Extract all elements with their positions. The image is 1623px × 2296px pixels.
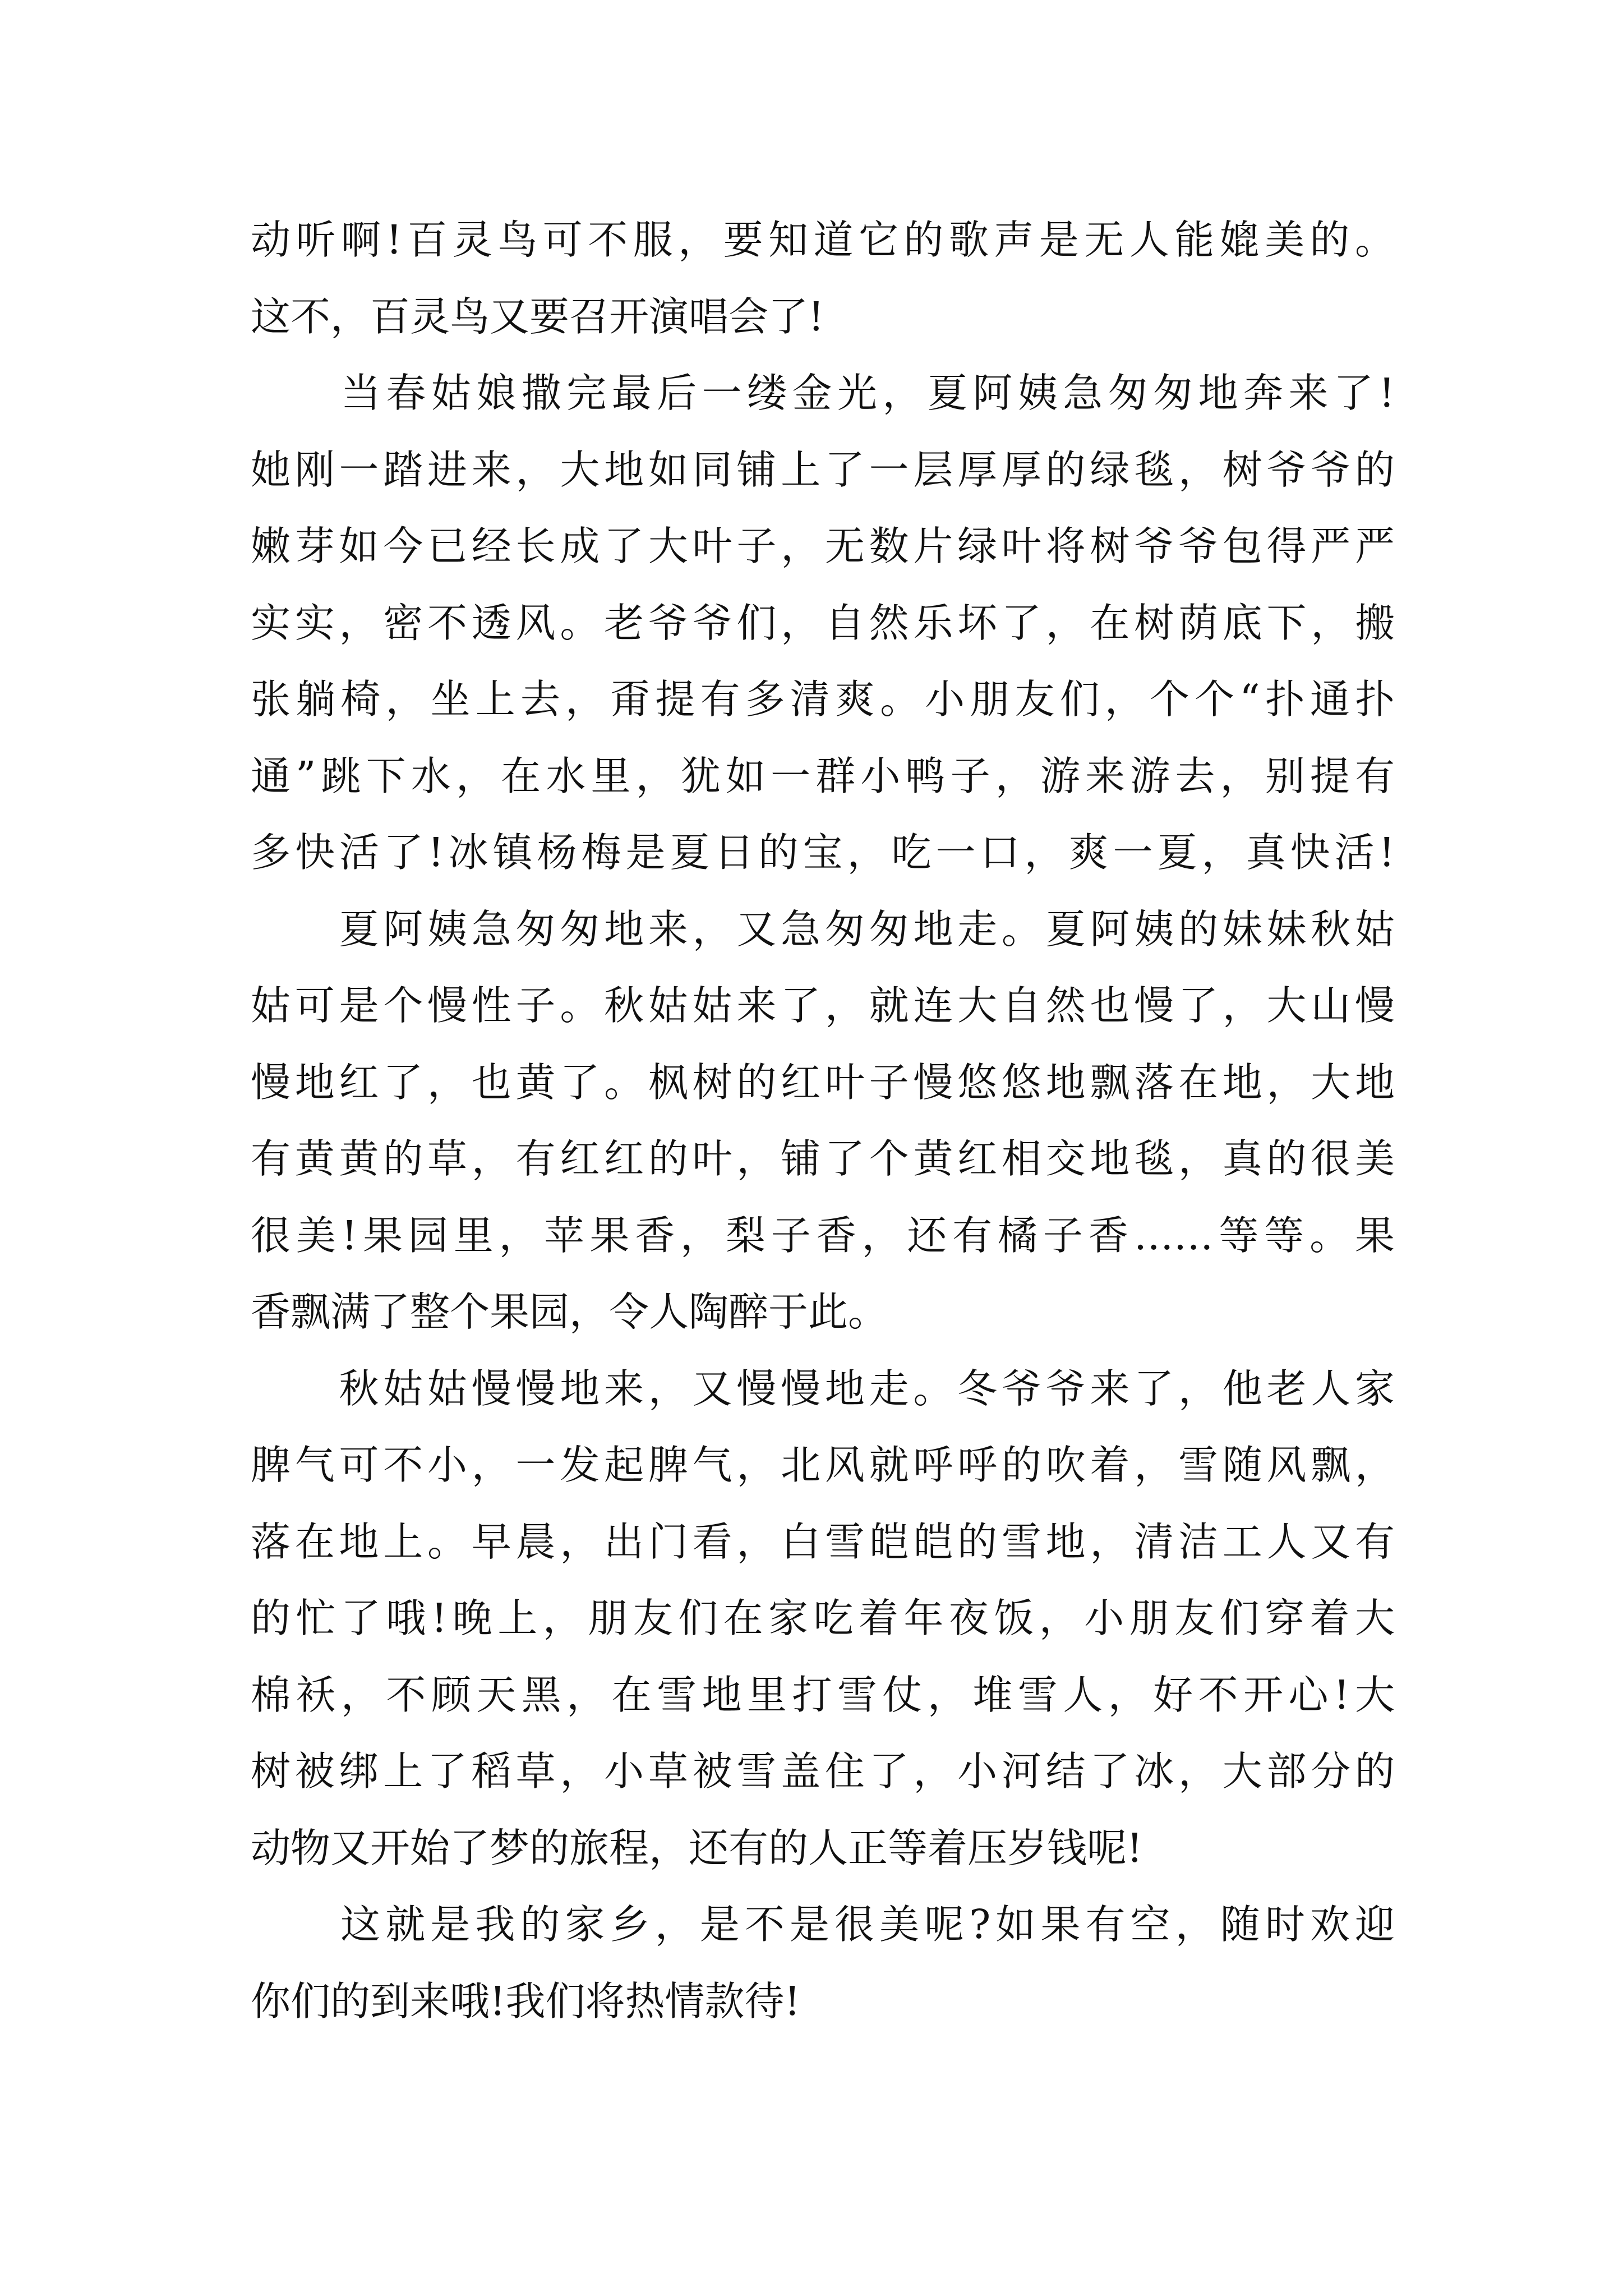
text-line: 多快活了!冰镇杨梅是夏日的宝，吃一口，爽一夏，真快活! — [251, 829, 1395, 876]
paragraph — [251, 355, 1395, 891]
paragraph — [251, 1887, 1395, 2040]
text-line: 秋姑姑慢慢地来，又慢慢地走。冬爷爷来了，他老人家 — [251, 1365, 1395, 1412]
text-line: 这不，百灵鸟又要召开演唱会了! — [251, 293, 824, 340]
text-line: 这就是我的家乡，是不是很美呢?如果有空，随时欢迎 — [251, 1901, 1395, 1948]
text-line: 通”跳下水，在水里，犹如一群小鸭子，游来游去，别提有 — [251, 752, 1395, 799]
paragraph — [251, 1351, 1395, 1887]
text-line: 夏阿姨急匆匆地来，又急匆匆地走。夏阿姨的妹妹秋姑 — [251, 905, 1395, 953]
text-line: 实实，密不透风。老爷爷们，自然乐坏了，在树荫底下，搬 — [251, 599, 1395, 646]
text-line: 慢地红了，也黄了。枫树的红叶子慢悠悠地飘落在地，大地 — [251, 1059, 1395, 1106]
text-line: 动物又开始了梦的旅程，还有的人正等着压岁钱呢! — [251, 1824, 1143, 1871]
text-line: 姑可是个慢性子。秋姑姑来了，就连大自然也慢了，大山慢 — [251, 982, 1395, 1029]
paragraph — [251, 202, 1395, 355]
text-line: 很美!果园里，苹果香，梨子香，还有橘子香……等等。果 — [251, 1212, 1395, 1259]
text-line: 张躺椅，坐上去，甭提有多清爽。小朋友们，个个“扑通扑 — [251, 676, 1395, 723]
article-body — [251, 202, 1395, 2040]
text-line: 棉袄，不顾天黑，在雪地里打雪仗，堆雪人，好不开心!大 — [251, 1671, 1395, 1718]
text-line: 香飘满了整个果园，令人陶醉于此。 — [251, 1289, 888, 1335]
text-line: 的忙了哦!晚上，朋友们在家吃着年夜饭，小朋友们穿着大 — [251, 1595, 1395, 1641]
text-line: 有黄黄的草，有红红的叶，铺了个黄红相交地毯，真的很美 — [251, 1135, 1395, 1182]
text-line: 你们的到来哦!我们将热情款待! — [251, 1977, 801, 2024]
text-line: 脾气可不小，一发起脾气，北风就呼呼的吹着，雪随风飘， — [251, 1442, 1395, 1488]
text-line: 当春姑娘撒完最后一缕金光，夏阿姨急匆匆地奔来了! — [251, 370, 1395, 416]
text-line: 她刚一踏进来，大地如同铺上了一层厚厚的绿毯，树爷爷的 — [251, 446, 1395, 493]
text-line: 动听啊!百灵鸟可不服，要知道它的歌声是无人能媲美的。 — [251, 217, 1395, 263]
paragraph — [251, 891, 1395, 1351]
text-line: 落在地上。早晨，出门看，白雪皑皑的雪地，清洁工人又有 — [251, 1518, 1395, 1565]
text-line: 嫩芽如今已经长成了大叶子，无数片绿叶将树爷爷包得严严 — [251, 523, 1395, 569]
text-line: 树被绑上了稻草，小草被雪盖住了，小河结了冰，大部分的 — [251, 1748, 1395, 1795]
